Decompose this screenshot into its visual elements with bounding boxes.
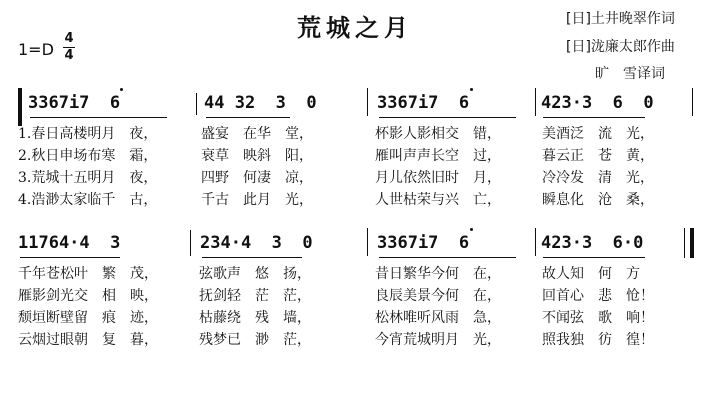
final-barline-thick (690, 228, 694, 258)
lyric-v3-m6: 枯藤绕 残 墙， (199, 310, 311, 326)
high-octave-dot (120, 88, 123, 91)
note-beam (206, 117, 290, 118)
notes-row2-measure4: 423·3 6·0 (541, 233, 644, 253)
lyric-v2-m1: 2.秋日申场布寒 霜， (18, 148, 158, 164)
lyric-v1-m3: 杯影人影相交 错， (375, 126, 501, 142)
lyric-v3-m2: 四野 何凄 凉， (201, 170, 313, 186)
lyric-v4-m2: 千古 此月 光， (201, 192, 313, 208)
barline (535, 228, 536, 256)
song-title: 荒城之月 (297, 14, 413, 42)
lyric-v3-m5: 颓垣断壁留 痕 迹， (18, 310, 158, 326)
lyric-v3-m1: 3.荒城十五明月 夜， (18, 170, 158, 186)
time-signature (63, 32, 75, 63)
notes-row2-measure2: 234·4 3 0 (200, 233, 313, 253)
translator-credit: 旷 雪译词 (595, 66, 665, 82)
note-beam (543, 117, 645, 118)
high-octave-dot (470, 88, 473, 91)
lyric-v4-m6: 残梦已 渺 茫， (199, 332, 311, 348)
lyric-v1-m4: 美酒泛 流 光， (542, 126, 654, 142)
final-barline-thin (684, 228, 685, 258)
note-beam (202, 257, 302, 258)
lyric-v3-m4: 冷冷发 清 光， (542, 170, 654, 186)
lyric-v1-m5: 千年苍松叶 繁 茂， (18, 266, 158, 282)
lyric-v1-m8: 故人知 何 方 (542, 266, 640, 282)
lyric-v4-m4: 瞬息化 沧 桑， (542, 192, 654, 208)
barline (367, 228, 368, 256)
lyric-v1-m1: 1.春日高楼明月 夜， (18, 126, 158, 142)
lyric-v4-m3: 人世枯荣与兴 亡， (375, 192, 501, 208)
lyric-v2-m5: 雁影剑光交 相 映， (18, 288, 158, 304)
lyric-v4-m8: 照我独 彷 徨！ (542, 332, 654, 348)
composer-credit: [日]泷廉太郎作曲 (566, 39, 675, 55)
lyric-v1-m6: 弦歌声 悠 扬， (199, 266, 311, 282)
barline (190, 230, 191, 256)
notes-row1-measure2: 44 32 3 0 (204, 93, 317, 113)
lyric-v3-m8: 不闻弦 歌 响！ (542, 310, 654, 326)
notes-row1-measure3: 3367i7 6 (377, 93, 470, 113)
lyric-v2-m7: 良辰美景今何 在， (375, 288, 501, 304)
barline (196, 93, 197, 115)
lyric-v3-m7: 松林唯听风雨 急， (375, 310, 501, 326)
lyric-v4-m5: 云烟过眼朝 复 暮， (18, 332, 158, 348)
note-beam (20, 257, 120, 258)
time-bottom: 4 (64, 48, 74, 63)
note-beam (379, 117, 516, 118)
high-octave-dot (470, 228, 473, 231)
key-signature: 1=D (18, 40, 54, 59)
lyric-v1-m7: 昔日繁华今何 在， (375, 266, 501, 282)
lyric-v4-m7: 今宵荒城明月 光， (375, 332, 501, 348)
lyric-v2-m2: 衰草 映斜 阳， (201, 148, 313, 164)
note-beam (30, 117, 167, 118)
end-barline (692, 88, 693, 116)
lyric-v2-m6: 抚剑轻 茫 茫， (199, 288, 311, 304)
lyric-v4-m1: 4.浩渺太家临千 古， (18, 192, 158, 208)
lyric-v1-m2: 盛宴 在华 堂， (201, 126, 313, 142)
notes-row1-measure4: 423·3 6 0 (541, 93, 654, 113)
lyric-v2-m3: 雁叫声声长空 过， (375, 148, 501, 164)
lyricist-credit: [日]土井晚翠作词 (566, 11, 675, 27)
barline (535, 88, 536, 116)
lyric-v3-m3: 月儿依然旧时 月， (375, 170, 501, 186)
time-top: 4 (64, 31, 74, 46)
notes-row2-measure1: 11764·4 3 (18, 233, 121, 253)
lyric-v2-m8: 回首心 悲 怆！ (542, 288, 654, 304)
barline (367, 88, 368, 116)
note-beam (379, 257, 516, 258)
note-beam (543, 257, 645, 258)
notes-row2-measure3: 3367i7 6 (377, 233, 470, 253)
start-repeat-bar (18, 88, 22, 126)
notes-row1-measure1: 3367i7 6 (28, 93, 121, 113)
lyric-v2-m4: 暮云正 苍 黄， (542, 148, 654, 164)
